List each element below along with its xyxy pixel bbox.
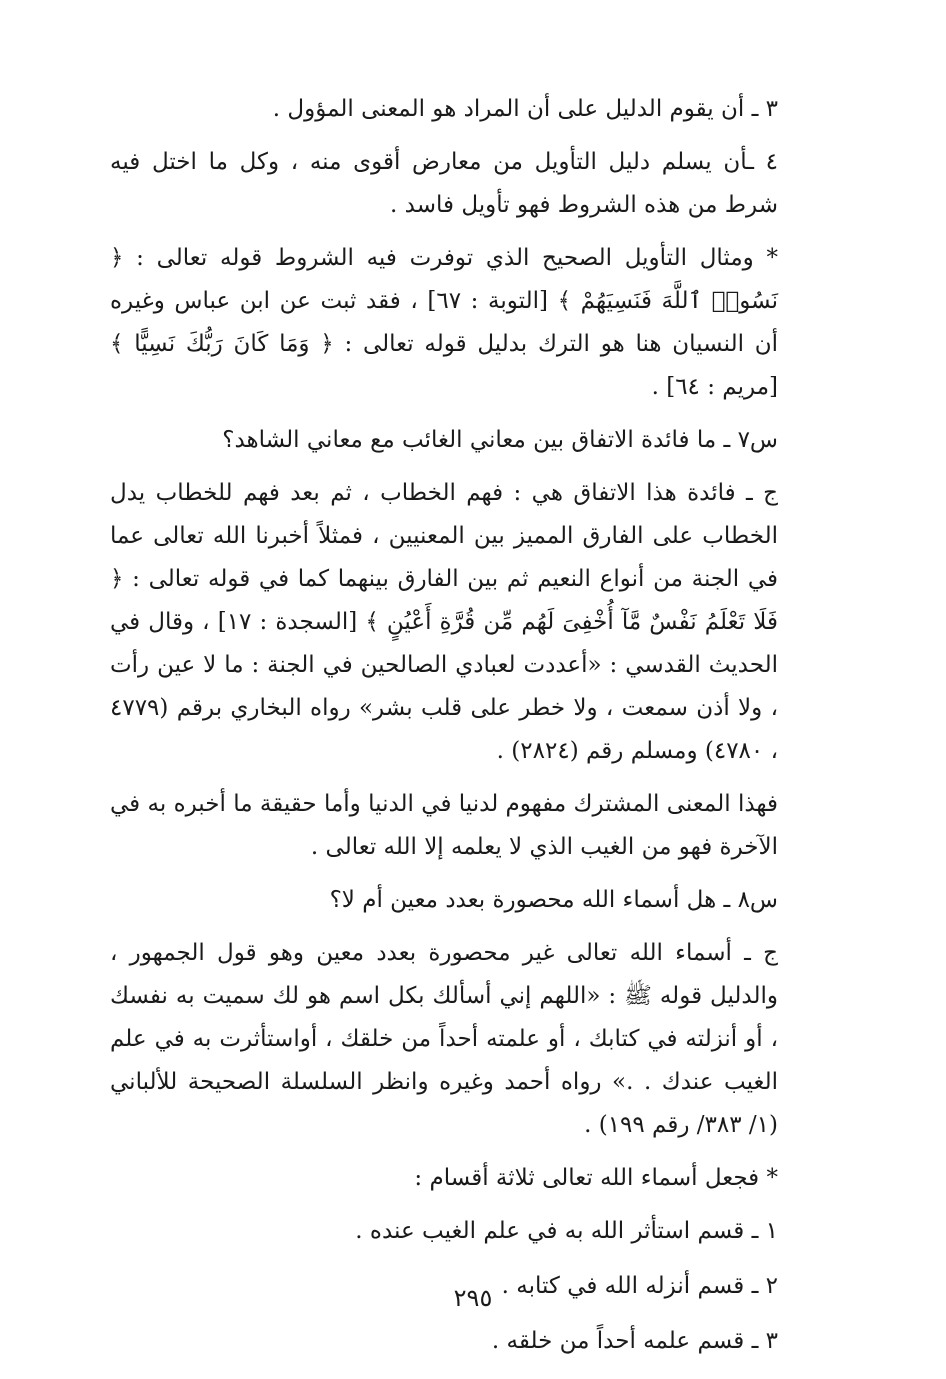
- question-7: س٧ ـ ما فائدة الاتفاق بين معاني الغائب مع معاني الشاهد؟: [222, 427, 778, 453]
- category-3: ٣ ـ قسم علمه أحداً من خلقه .: [491, 1328, 778, 1354]
- page-number: ٢٩٥: [453, 1284, 493, 1312]
- page-body: [110, 88, 820, 1375]
- three-categories-intro: * فجعل أسماء الله تعالى ثلاثة أقسام :: [414, 1165, 778, 1191]
- shared-meaning-paragraph: فهذا المعنى المشترك مفهوم لدنيا في الدنيا وأما حقيقة ما أخبره به في الآخرة فهو من الغيب الذي لا يعلمه إلا الله تعالى .: [110, 791, 778, 860]
- condition-3: ٣ ـ أن يقوم الدليل على أن المراد هو المعنى المؤول .: [272, 96, 778, 122]
- valid-interpretation-example: * ومثال التأويل الصحيح الذي توفرت فيه الشروط قوله تعالى : ﴿ نَسُوا۟ ٱللَّهَ فَنَسِيَهُمْ ﴾ [التوبة : ٦٧] ، فقد ثبت عن ابن عباس وغيره أن النسيان هنا هو الترك بدليل قوله تعالى : ﴿ وَمَا كَانَ رَبُّكَ نَسِيًّا ﴾ [مريم : ٦٤] .: [110, 245, 778, 400]
- question-8: س٨ ـ هل أسماء الله محصورة بعدد معين أم لا؟: [329, 887, 778, 913]
- category-1: ١ ـ قسم استأثر الله به في علم الغيب عنده .: [355, 1218, 778, 1244]
- category-2: ٢ ـ قسم أنزله الله في كتابه .: [501, 1273, 778, 1299]
- answer-7: ج ـ فائدة هذا الاتفاق هي : فهم الخطاب ، ثم بعد فهم للخطاب يدل الخطاب على الفارق المميز بين المعنيين ، فمثلاً أخبرنا الله تعالى عما في الجنة من أنواع النعيم ثم بين الفارق بينهما كما في قوله تعالى : ﴿ فَلَا تَعْلَمُ نَفْسٌ مَّآ أُخْفِىَ لَهُم مِّن قُرَّةِ أَعْيُنٍ ﴾ [السجدة : ١٧] ، وقال في الحديث القدسي : «أعددت لعبادي الصالحين في الجنة : ما لا عين رأت ، ولا أذن سمعت ، ولا خطر على قلب بشر» رواه البخاري برقم (٤٧٧٩ ، ٤٧٨٠) ومسلم رقم (٢٨٢٤) .: [110, 480, 778, 764]
- condition-4: ٤ ـأن يسلم دليل التأويل من معارض أقوى منه ، وكل ما اختل فيه شرط من هذه الشروط فهو تأويل فاسد .: [110, 149, 778, 218]
- answer-8: ج ـ أسماء الله تعالى غير محصورة بعدد معين وهو قول الجمهور ، والدليل قوله ﷺ : «اللهم إني أسألك بكل اسم هو لك سميت به نفسك ، أو أنزلته في كتابك ، أو علمته أحداً من خلقك ، أواستأثرت به في علم الغيب عندك . .» رواه أحمد وغيره وانظر السلسلة الصحيحة للألباني (١/ ٣٨٣/ رقم ١٩٩) .: [110, 940, 778, 1138]
